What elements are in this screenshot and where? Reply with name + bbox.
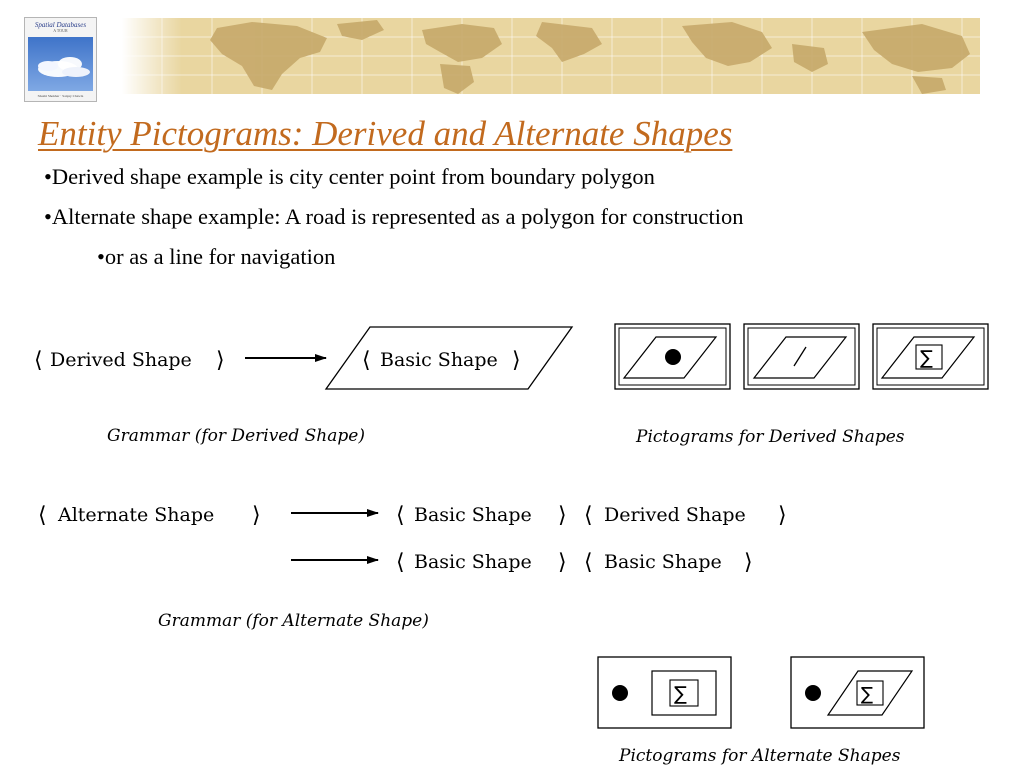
sum-symbol-icon: ∑ (861, 684, 874, 705)
angle-bracket-open: ⟨ (38, 503, 47, 528)
bullet-alternate-shape: •Alternate shape example: A road is represented as a polygon for construction (44, 204, 744, 229)
row2-basic-shape: Basic Shape (414, 551, 532, 573)
pictogram-point-and-collection (598, 657, 731, 728)
derived-grammar-caption: Grammar (for Derived Shape) (107, 426, 365, 446)
sum-symbol-icon: ∑ (920, 347, 933, 369)
derived-shape-grammar (34, 327, 572, 446)
row1-basic-shape: Basic Shape (414, 504, 532, 526)
bullet-derived-shape: •Derived shape example is city center point from boundary polygon (44, 164, 655, 189)
sub-bullet-navigation-line: •or as a line for navigation (97, 244, 336, 269)
angle-bracket-open: ⟨ (362, 348, 371, 373)
row2-basic-shape-second: Basic Shape (604, 551, 722, 573)
alternate-pictograms-caption: Pictograms for Alternate Shapes (619, 746, 901, 766)
angle-bracket-close: ⟩ (778, 503, 787, 528)
angle-bracket-open: ⟨ (396, 550, 405, 575)
pictogram-point-and-polygon-collection (791, 657, 924, 728)
point-dot-icon (612, 685, 628, 701)
angle-bracket-open: ⟨ (584, 550, 593, 575)
derived-shape-pictograms (615, 324, 988, 447)
angle-bracket-close: ⟩ (216, 348, 225, 373)
angle-bracket-close: ⟩ (744, 550, 753, 575)
pictogram-polygon-line (744, 324, 859, 389)
angle-bracket-open: ⟨ (584, 503, 593, 528)
angle-bracket-close: ⟩ (558, 550, 567, 575)
point-dot-icon (665, 349, 681, 365)
derived-shape-lhs: Derived Shape (50, 349, 192, 371)
sum-symbol-icon: ∑ (674, 683, 687, 705)
angle-bracket-close: ⟩ (558, 503, 567, 528)
row1-derived-shape: Derived Shape (604, 504, 746, 526)
alternate-shape-grammar (38, 503, 787, 631)
alternate-shape-pictograms (598, 657, 924, 766)
point-dot-icon (805, 685, 821, 701)
alternate-shape-lhs: Alternate Shape (58, 504, 215, 526)
angle-bracket-close: ⟩ (512, 348, 521, 373)
derived-pictograms-caption: Pictograms for Derived Shapes (636, 427, 905, 447)
pictogram-polygon-point (615, 324, 730, 389)
book-cover-title: Spatial Databases (34, 21, 87, 29)
angle-bracket-close: ⟩ (252, 503, 261, 528)
book-cover-subtitle: A TOUR (53, 28, 68, 33)
angle-bracket-open: ⟨ (396, 503, 405, 528)
book-cover-authors: Shashi Shekhar · Sanjay Chawla (37, 94, 84, 98)
slide-title: Entity Pictograms: Derived and Alternate Shapes (38, 114, 733, 153)
angle-bracket-open: ⟨ (34, 348, 43, 373)
pictogram-polygon-collection (873, 324, 988, 389)
line-segment-icon (794, 347, 806, 366)
alternate-grammar-caption: Grammar (for Alternate Shape) (158, 611, 429, 631)
basic-shape-rhs: Basic Shape (380, 349, 498, 371)
